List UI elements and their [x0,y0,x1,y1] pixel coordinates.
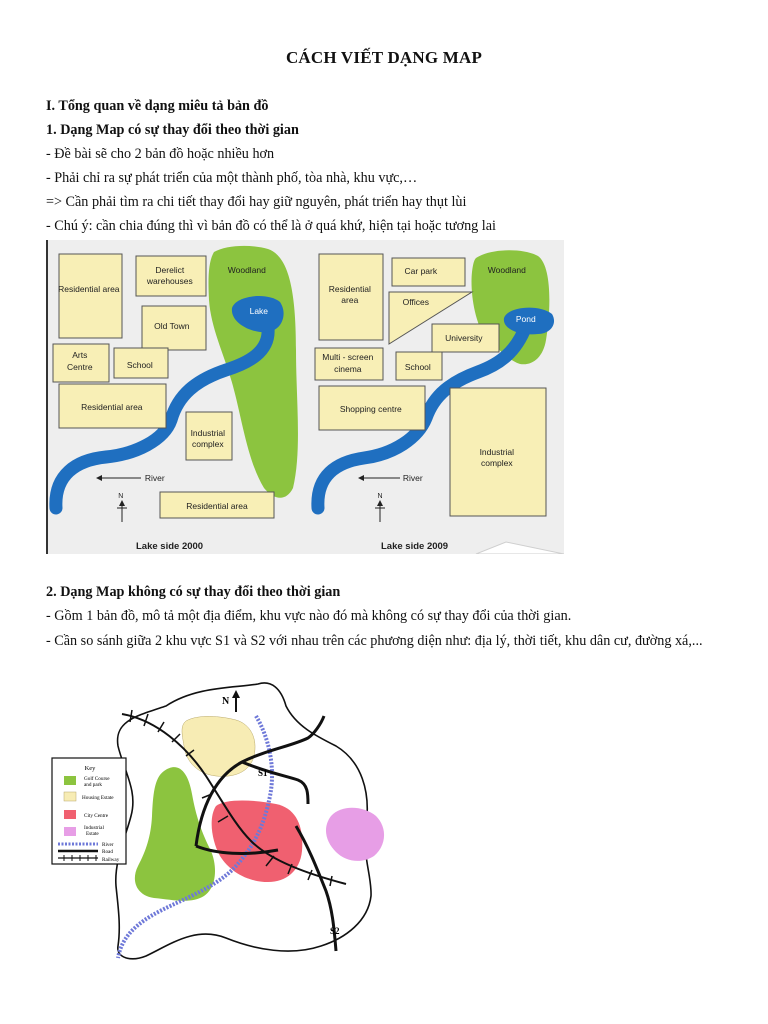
key-river: River [102,842,114,848]
label-industrial-2009: Industrial [479,447,515,457]
key-title: Key [84,765,96,772]
key-golf-2: and park [84,782,103,788]
label-woodland-2000: Woodland [227,265,266,275]
label-lake: Lake [249,306,269,316]
label-complex-2009: complex [480,458,513,468]
key-road: Road [102,849,113,855]
key-golf-1: Golf Course [84,776,110,782]
key-city: City Centre [84,813,109,819]
north-label: N [222,696,230,707]
label-shopping-centre: Shopping centre [339,404,402,414]
section2-bullet-1: - Gồm 1 bản đồ, mô tả một địa điểm, khu vực nào đó mà không có sự thay đổi của thời gian. [46,608,572,624]
lakeside-maps-figure [46,240,564,554]
label-centre: Centre [67,362,93,372]
s2-label: S2 [330,926,340,936]
s1-label: S1 [258,768,268,778]
key-railway: Railway [102,857,120,863]
section1-bullet-3: => Cần phải tìm ra chi tiết thay đổi hay giữ nguyên, phát triển hay thụt lùi [46,194,467,210]
label-residential-2009-2: area [341,295,359,305]
label-residential-area-2000: Residential area [58,284,120,294]
label-arts: Arts [72,350,88,360]
label-derelict-2000: Derelict [155,265,185,275]
label-offices: Offices [402,297,429,307]
label-north-2009: N [377,493,383,500]
label-river-2009: River [402,473,423,483]
label-woodland-2009: Woodland [487,265,526,275]
label-car-park: Car park [404,266,438,276]
label-residential-bottom-2000: Residential area [186,501,248,511]
caption-2009: Lake side 2009 [381,541,449,552]
label-residential-2009-1: Residential [328,284,371,294]
label-university: University [445,333,483,343]
label-residential-mid-2000: Residential area [81,402,143,412]
label-old-town: Old Town [154,321,190,331]
label-river-2000: River [144,473,165,483]
label-complex-2000: complex [191,439,224,449]
section1-bullet-1: - Đề bài sẽ cho 2 bản đồ hoặc nhiều hơn [46,146,275,162]
page-title: CÁCH VIẾT DẠNG MAP [285,48,483,67]
section1-bullet-2: - Phải chỉ ra sự phát triển của một thành phố, tòa nhà, khu vực,… [46,170,418,186]
section1-bullet-4: - Chú ý: cần chia đúng thì vì bản đồ có thể là ở quá khứ, hiện tại hoặc tương lai [46,218,496,234]
key-housing: Housing Estate [82,795,114,801]
map-key [52,758,126,864]
label-school-2009: School [404,362,431,372]
section2-subheading: 2. Dạng Map không có sự thay đổi theo thời gian [46,584,341,600]
label-pond: Pond [515,314,536,324]
section1-heading: I. Tổng quan về dạng miêu tả bản đồ [46,98,269,114]
label-multi-screen: Multi - screen [322,352,374,362]
s1-s2-map-figure [46,676,406,966]
key-industrial-1: Industrial [84,825,104,831]
key-industrial-2: Estate [86,831,99,837]
label-warehouses-2000: warehouses [146,276,193,286]
label-north-2000: N [118,493,124,500]
section2-bullet-2: - Cần so sánh giữa 2 khu vực S1 và S2 với nhau trên các phương diện như: địa lý, thời tiết, khu dân cư, đường xá,... [46,633,703,649]
section1-subheading: 1. Dạng Map có sự thay đổi theo thời gian [46,122,299,138]
caption-2000: Lake side 2000 [136,541,204,552]
label-industrial-2000: Industrial [190,428,226,438]
label-school-2000: School [126,360,153,370]
label-cinema: cinema [334,364,362,374]
